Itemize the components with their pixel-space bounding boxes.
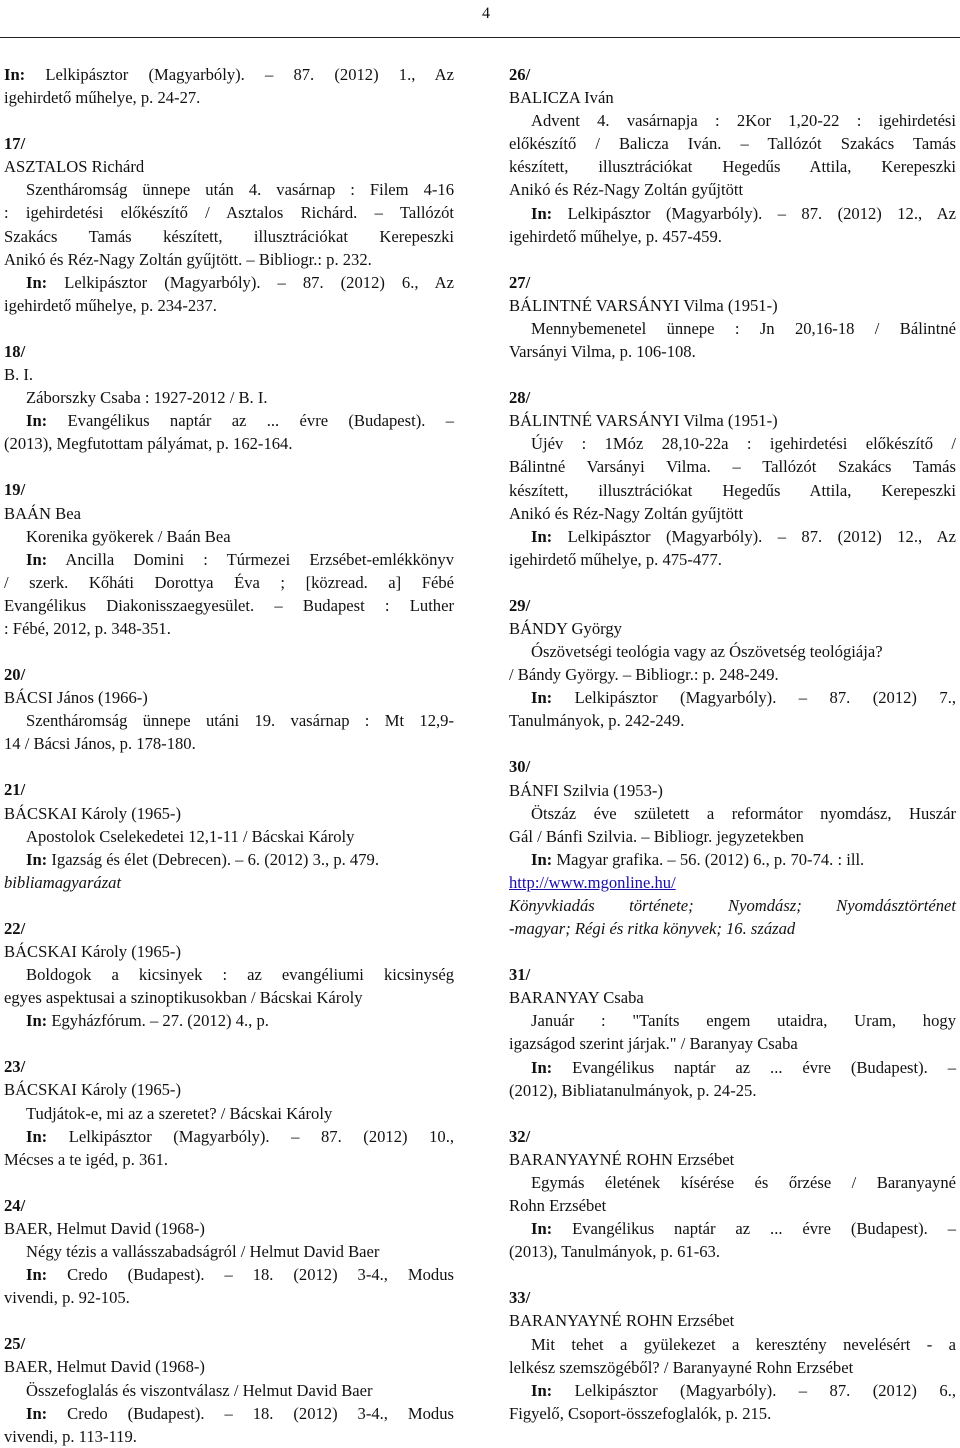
entry-text-line: Újév : 1Móz 28,10-22a : igehirdetési előkészítő / [531, 434, 956, 454]
entry-number: 29/ [509, 595, 531, 615]
entry-text-line: előkészítő / Balicza Iván. – Tallózót Szakács Tamás [509, 134, 956, 154]
entry-number: 26/ [509, 65, 531, 84]
in-label: In: [26, 1011, 48, 1031]
entry-source-line: In: Lelkipásztor (Magyarbóly). – 87. (2012) 1., Az [4, 65, 454, 84]
entry-text-line: egyes aspektusai a szinoptikusokban / Bácskai Károly [4, 988, 363, 1008]
bibliography-entry [4, 1055, 454, 1170]
entry-text-line: Záborszky Csaba : 1927-2012 / B. I. [26, 388, 268, 408]
entry-number: 23/ [4, 1057, 26, 1077]
entry-text-line: Tudjátok-e, mi az a szeretet? / Bácskai Károly [26, 1103, 333, 1123]
entry-number: 33/ [509, 1288, 531, 1308]
entry-number: 32/ [509, 1126, 531, 1146]
entry-text-line: Korenika gyökerek / Baán Bea [26, 526, 231, 546]
bibliography-entry [509, 386, 956, 571]
entry-author: BÁNFI Szilvia (1953-) [509, 780, 663, 800]
entry-text-line: Boldogok a kicsinyek : az evangéliumi kicsinység [26, 965, 454, 985]
bibliography-entry [4, 1194, 454, 1309]
in-label: In: [26, 849, 48, 869]
entry-text-line: Január : "Taníts engem utaidra, Uram, hogy [531, 1011, 956, 1031]
entry-text-line: Ószövetségi teológia vagy az Ószövetség teológiája? [531, 642, 883, 662]
entry-source-line: In: Ancilla Domini : Túrmezei Erzsébet-emlékkönyv [26, 549, 454, 569]
entry-text-line: igehirdető műhelye, p. 234-237. [4, 295, 217, 315]
entry-text-line: Advent 4. vasárnapja : 2Kor 1,20-22 : igehirdetési [531, 111, 956, 131]
entry-text-line: Szakács Tamás készített, illusztrációkat Kerepeszki [4, 226, 454, 246]
entry-source-line: In: Igazság és élet (Debrecen). – 6. (2012) 3., p. 479. [26, 849, 379, 869]
entry-gap [509, 940, 956, 963]
entry-text-line: (2012), Bibliatanulmányok, p. 24-25. [509, 1080, 757, 1100]
entry-number: 25/ [4, 1334, 26, 1354]
entry-number: 28/ [509, 388, 531, 408]
bibliography-entry [4, 1332, 454, 1447]
entry-text-line: vivendi, p. 113-119. [4, 1426, 137, 1446]
entry-source-line: In: Magyar grafika. – 56. (2012) 6., p. 70-74. : ill. [531, 849, 865, 869]
bibliography-entry [4, 778, 454, 893]
bibliography-entry [509, 1125, 956, 1264]
entry-gap [4, 317, 454, 340]
entry-number: 24/ [4, 1195, 26, 1215]
bibliography-entry [4, 63, 454, 109]
entry-text-line: Egymás életének kísérése és őrzése / Baranyayné [531, 1172, 956, 1192]
in-label: In: [531, 1219, 553, 1239]
entry-number: 27/ [509, 272, 531, 292]
bibliography-entry [4, 917, 454, 1032]
in-label: In: [531, 526, 553, 546]
entry-number: 19/ [4, 480, 26, 500]
entry-text-line: Anikó és Réz-Nagy Zoltán gyűjtött. – Bibliogr.: p. 232. [4, 249, 372, 269]
entry-text-line: Szentháromság ünnepe után 4. vasárnap : Filem 4-16 [26, 180, 454, 200]
entry-number: 31/ [509, 965, 531, 985]
entry-author: B. I. [4, 365, 34, 385]
entry-author: BARANYAYNÉ ROHN Erzsébet [509, 1149, 735, 1169]
entry-text-line: Gál / Bánfi Szilvia. – Bibliogr. jegyzetekben [509, 826, 804, 846]
entry-author: BARANYAY Csaba [509, 988, 644, 1008]
bibliography-entry [509, 963, 956, 1102]
entry-subject-line: bibliamagyarázat [4, 872, 122, 892]
entry-author: BÁNDY György [509, 618, 622, 638]
entry-number: 22/ [4, 918, 26, 938]
right-column [509, 63, 956, 1425]
bibliography-entry [4, 340, 454, 455]
header-rule [0, 37, 960, 38]
in-label: In: [531, 1057, 553, 1077]
in-label: In: [531, 688, 553, 708]
entry-text-line: Varsányi Vilma, p. 106-108. [509, 342, 696, 362]
entry-source-line: In: Evangélikus naptár az ... évre (Budapest). – [26, 411, 454, 431]
in-label: In: [26, 411, 48, 431]
entry-text-line: : Fébé, 2012, p. 348-351. [4, 618, 171, 638]
entry-number: 20/ [4, 665, 26, 685]
bibliography-entry [4, 132, 454, 317]
entry-source-line: In: Lelkipásztor (Magyarbóly). – 87. (2012) 6., Az [26, 272, 454, 292]
entry-text-line: készített, illusztrációkat Hegedűs Attila, Kerepeszki [509, 480, 956, 500]
page-number: 4 [482, 5, 490, 22]
in-label: In: [531, 203, 553, 223]
entry-source-line: In: Lelkipásztor (Magyarbóly). – 87. (2012) 12., Az [531, 203, 956, 223]
entry-source-line: In: Evangélikus naptár az ... évre (Budapest). – [531, 1219, 956, 1239]
entry-author: BARANYAYNÉ ROHN Erzsébet [509, 1311, 735, 1331]
entry-number: 17/ [4, 134, 26, 154]
entry-number: 18/ [4, 341, 26, 361]
entry-author: BÁCSI János (1966-) [4, 688, 148, 708]
entry-number: 30/ [509, 757, 531, 777]
in-label: In: [26, 1126, 48, 1146]
entry-author: BÁCSKAI Károly (1965-) [4, 942, 181, 961]
entry-author: BÁLINTNÉ VARSÁNYI Vilma (1951-) [509, 411, 778, 431]
in-label: In: [26, 272, 48, 292]
in-label: In: [531, 849, 553, 869]
entry-subject-line: -magyar; Régi és ritka könyvek; 16. század [509, 919, 796, 939]
entry-gap [509, 1263, 956, 1286]
entry-gap [4, 455, 454, 478]
entry-text-line: Ötszáz éve született a reformátor nyomdász, Huszár [531, 803, 956, 823]
entry-text-line: Anikó és Réz-Nagy Zoltán gyűjtött [509, 180, 744, 200]
entry-subject-line: Könyvkiadás története; Nyomdász; Nyomdásztörténet [509, 896, 956, 915]
entry-text-line: Bálintné Varsányi Vilma. – Tallózót Szakács Tamás [509, 457, 956, 477]
entry-author: BALICZA Iván [509, 88, 614, 108]
entry-source-line: In: Credo (Budapest). – 18. (2012) 3-4., Modus [26, 1265, 454, 1285]
entry-source-line: In: Lelkipásztor (Magyarbóly). – 87. (2012) 12., Az [531, 526, 956, 546]
entry-source-line: In: Evangélikus naptár az ... évre (Budapest). – [531, 1057, 956, 1077]
entry-source-line: In: Lelkipásztor (Magyarbóly). – 87. (2012) 6., [531, 1380, 956, 1400]
entry-text-line: Négy tézis a vallásszabadságról / Helmut David Baer [26, 1242, 380, 1262]
entry-gap [509, 363, 956, 386]
entry-gap [4, 640, 454, 663]
entry-gap [4, 755, 454, 778]
entry-text-line: igehirdető műhelye, p. 475-477. [509, 549, 722, 569]
entry-text-line: vivendi, p. 92-105. [4, 1288, 130, 1308]
entry-text-line: (2013), Megfutottam pályámat, p. 162-164. [4, 434, 293, 454]
entry-text-line: Apostolok Cselekedetei 12,1-11 / Bácskai Károly [26, 826, 355, 846]
entry-text-line: (2013), Tanulmányok, p. 61-63. [509, 1242, 720, 1262]
entry-gap [4, 1032, 454, 1055]
in-label: In: [4, 65, 26, 84]
in-label: In: [531, 1380, 553, 1400]
entry-text-line: lelkész szemszögéből? / Baranyayné Rohn Erzsébet [509, 1357, 854, 1377]
entry-source-line: In: Lelkipásztor (Magyarbóly). – 87. (2012) 7., [531, 688, 956, 708]
entry-text-line: / szerk. Kőháti Dorottya Éva ; [közread. a] Fébé [4, 572, 454, 592]
entry-text-line: 14 / Bácsi János, p. 178-180. [4, 734, 196, 754]
entry-gap [509, 248, 956, 271]
left-column [4, 63, 454, 1448]
entry-source-line: In: Credo (Budapest). – 18. (2012) 3-4., Modus [26, 1403, 454, 1423]
entry-author: ASZTALOS Richárd [4, 157, 145, 177]
entry-text-line: készített, illusztrációkat Hegedűs Attila, Kerepeszki [509, 157, 956, 177]
bibliography-entry [509, 1286, 956, 1425]
entry-source-line: In: Lelkipásztor (Magyarbóly). – 87. (2012) 10., [26, 1126, 454, 1146]
entry-link[interactable]: http://www.mgonline.hu/ [509, 872, 676, 892]
entry-gap [4, 894, 454, 917]
entry-gap [509, 1102, 956, 1125]
entry-author: BAÁN Bea [4, 503, 81, 523]
bibliography-entry [509, 271, 956, 363]
entry-gap [509, 732, 956, 755]
entry-text-line: Mit tehet a gyülekezet a keresztény nevelésért - a [531, 1334, 956, 1354]
entry-author: BAER, Helmut David (1968-) [4, 1218, 205, 1238]
entry-text-line: Mennybemenetel ünnepe : Jn 20,16-18 / Bálintné [531, 318, 956, 338]
entry-source-line: In: Egyházfórum. – 27. (2012) 4., p. [26, 1011, 269, 1031]
entry-text-line: igehirdető műhelye, p. 457-459. [509, 226, 722, 246]
bibliography-entry [4, 478, 454, 640]
entry-text-line: Mécses a te igéd, p. 361. [4, 1149, 169, 1169]
entry-text-line: Rohn Erzsébet [509, 1196, 607, 1216]
entry-text-line: igehirdető műhelye, p. 24-27. [4, 88, 201, 108]
entry-number: 21/ [4, 780, 26, 800]
entry-gap [4, 109, 454, 132]
entry-gap [509, 571, 956, 594]
entry-author: BÁCSKAI Károly (1965-) [4, 803, 181, 823]
entry-gap [4, 1309, 454, 1332]
entry-text-line: / Bándy György. – Bibliogr.: p. 248-249. [509, 665, 779, 685]
bibliography-entry [509, 755, 956, 940]
entry-text-line: : igehirdetési előkészítő / Asztalos Richárd. – Tallózót [4, 203, 454, 223]
in-label: In: [26, 1265, 48, 1285]
in-label: In: [26, 1403, 48, 1423]
entry-text-line: Anikó és Réz-Nagy Zoltán gyűjtött [509, 503, 744, 523]
entry-gap [4, 1171, 454, 1194]
entry-text-line: Evangélikus Diakonisszaegyesület. – Budapest : Luther [4, 595, 454, 615]
bibliography-entry [4, 663, 454, 755]
entry-text-line: Szentháromság ünnepe utáni 19. vasárnap : Mt 12,9- [26, 711, 454, 731]
entry-author: BAER, Helmut David (1968-) [4, 1357, 205, 1377]
entry-author: BÁLINTNÉ VARSÁNYI Vilma (1951-) [509, 295, 778, 315]
entry-author: BÁCSKAI Károly (1965-) [4, 1080, 181, 1100]
in-label: In: [26, 549, 48, 569]
entry-text-line: Figyelő, Csoport-összefoglalók, p. 215. [509, 1403, 772, 1423]
bibliography-entry [509, 63, 956, 248]
entry-text-line: igazságod szerint járjak." / Baranyay Csaba [509, 1034, 798, 1054]
bibliography-entry [509, 594, 956, 733]
entry-text-line: Tanulmányok, p. 242-249. [509, 711, 685, 731]
entry-text-line: Összefoglalás és viszontválasz / Helmut David Baer [26, 1380, 373, 1400]
